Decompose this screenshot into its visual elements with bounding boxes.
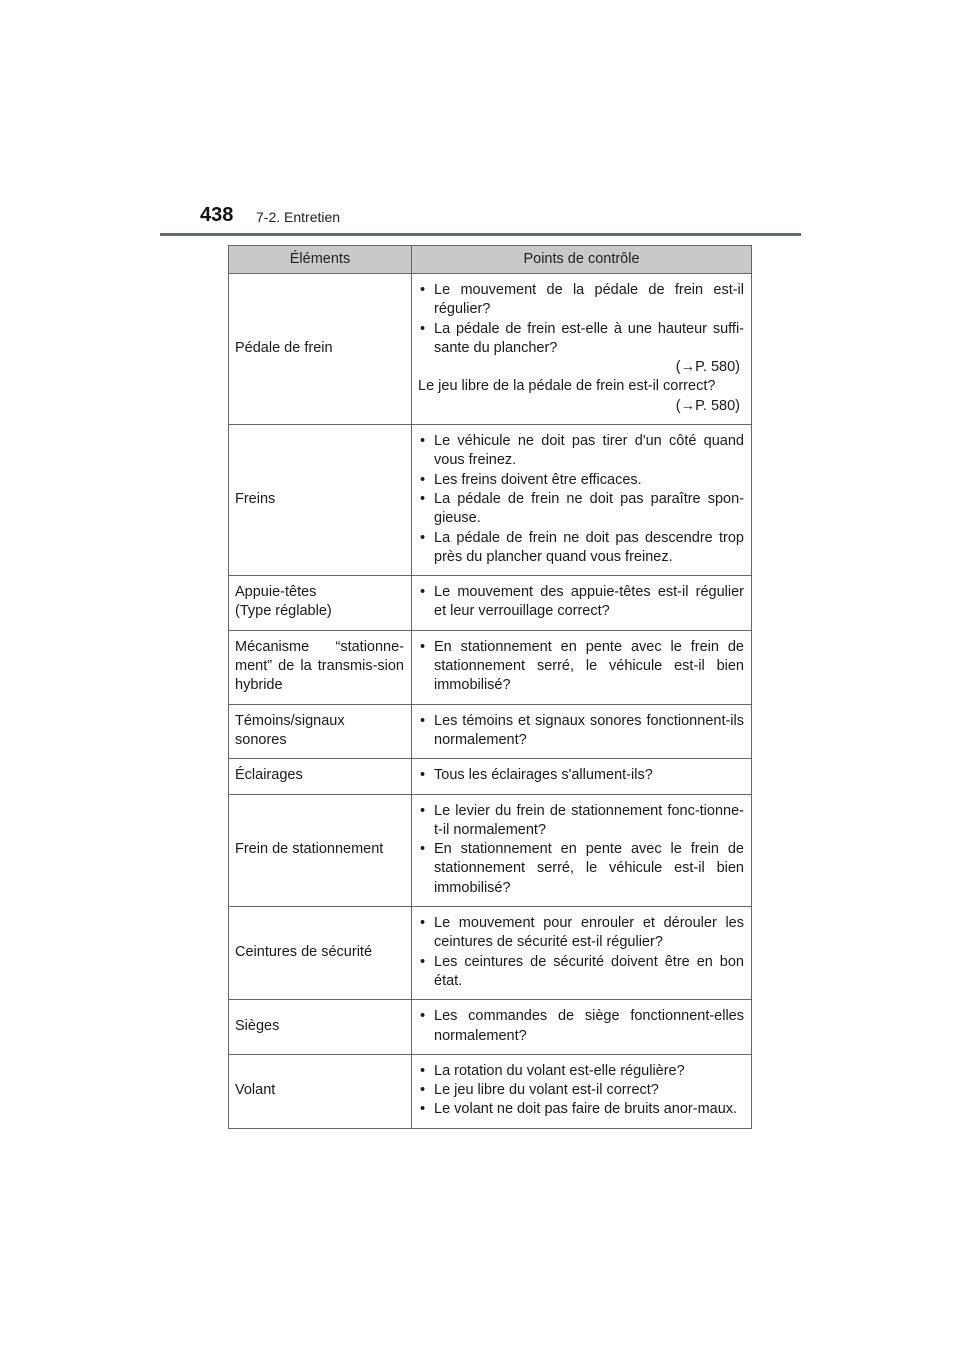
item-cell xyxy=(229,1000,412,1055)
table-row xyxy=(229,274,752,425)
item-cell xyxy=(229,907,412,1000)
table-row xyxy=(229,1054,752,1128)
checks-cell xyxy=(412,907,752,1000)
item-label: Sièges xyxy=(235,1017,280,1034)
checks-cell xyxy=(412,1000,752,1055)
item-label: Appuie-têtes xyxy=(235,584,317,601)
section-title: 7-2. Entretien xyxy=(256,209,341,225)
item-label: Témoins/signaux xyxy=(235,712,345,729)
check-point: • Le jeu libre du volant est-il correct? xyxy=(418,1081,744,1100)
checks-cell xyxy=(412,759,752,794)
check-point: • La rotation du volant est-elle régulière? xyxy=(418,1062,744,1081)
item-cell xyxy=(229,704,412,759)
check-point: • Le mouvement de la pédale de frein est-il régulier? xyxy=(418,281,744,320)
item-label: Freins xyxy=(235,490,276,507)
check-point: • La pédale de frein ne doit pas descendre trop près du plancher quand vous freinez. xyxy=(418,529,744,568)
check-point: • Le mouvement des appuie-têtes est-il régulier et leur verrouillage correct? xyxy=(418,583,744,622)
checks-cell xyxy=(412,425,752,576)
check-point: • La pédale de frein ne doit pas paraître spon-gieuse. xyxy=(418,490,744,529)
column-header-items: Éléments xyxy=(229,246,412,274)
check-point: • Les témoins et signaux sonores fonctionnent-ils normalement? xyxy=(418,712,744,751)
item-label: Mécanisme “stationne-ment” de la transmis-sion hybride xyxy=(235,638,404,694)
item-cell xyxy=(229,794,412,906)
page-reference: (→P. 580) xyxy=(675,397,740,414)
item-label: (Type réglable) xyxy=(235,603,332,620)
table-body xyxy=(229,274,752,1129)
check-point: • Les commandes de siège fonctionnent-elles normalement? xyxy=(418,1007,744,1046)
check-point-plain: Le jeu libre de la pédale de frein est-il correct? xyxy=(418,378,716,395)
check-point: • Tous les éclairages s'allument-ils? xyxy=(418,766,744,785)
item-label: Ceintures de sécurité xyxy=(235,943,373,960)
table-row xyxy=(229,1000,752,1055)
table-row xyxy=(229,907,752,1000)
item-cell xyxy=(229,630,412,704)
check-point: • En stationnement en pente avec le frein de stationnement serré, le véhicule est-il bien immobilisé? xyxy=(418,638,744,696)
page-number: 438 xyxy=(200,204,234,226)
item-label: sonores xyxy=(235,731,287,748)
item-cell xyxy=(229,1054,412,1128)
table-row xyxy=(229,630,752,704)
checks-cell xyxy=(412,576,752,631)
checks-cell xyxy=(412,630,752,704)
item-cell xyxy=(229,274,412,425)
table-row xyxy=(229,794,752,906)
table-row xyxy=(229,425,752,576)
item-label: Éclairages xyxy=(235,767,303,784)
item-label: Volant xyxy=(235,1082,276,1099)
item-cell xyxy=(229,759,412,794)
check-point: • Le véhicule ne doit pas tirer d'un côté quand vous freinez. xyxy=(418,432,744,471)
checks-cell xyxy=(412,1054,752,1128)
checks-cell xyxy=(412,274,752,425)
page-reference: (→P. 580) xyxy=(675,359,740,376)
item-label: Pédale de frein xyxy=(235,339,333,356)
table-row xyxy=(229,576,752,631)
header-rule xyxy=(160,233,801,236)
checks-cell xyxy=(412,794,752,906)
table-row xyxy=(229,704,752,759)
checks-cell xyxy=(412,704,752,759)
column-header-checks: Points de contrôle xyxy=(412,246,752,274)
inspection-table xyxy=(228,245,752,1129)
check-point: • En stationnement en pente avec le frein de stationnement serré, le véhicule est-il bien immobilisé? xyxy=(418,840,744,898)
check-point: • La pédale de frein est-elle à une hauteur suffi-sante du plancher? xyxy=(418,320,744,359)
check-point: • Le mouvement pour enrouler et dérouler les ceintures de sécurité est-il régulier? xyxy=(418,914,744,953)
table-header-row xyxy=(229,246,752,274)
table-row xyxy=(229,759,752,794)
item-cell xyxy=(229,576,412,631)
check-point: • Les ceintures de sécurité doivent être en bon état. xyxy=(418,953,744,992)
check-point: • Le levier du frein de stationnement fonc-tionne-t-il normalement? xyxy=(418,802,744,841)
check-point: • Le volant ne doit pas faire de bruits anor-maux. xyxy=(418,1100,744,1119)
item-cell xyxy=(229,425,412,576)
item-label: Frein de stationnement xyxy=(235,841,384,858)
check-point: • Les freins doivent être efficaces. xyxy=(418,471,744,490)
